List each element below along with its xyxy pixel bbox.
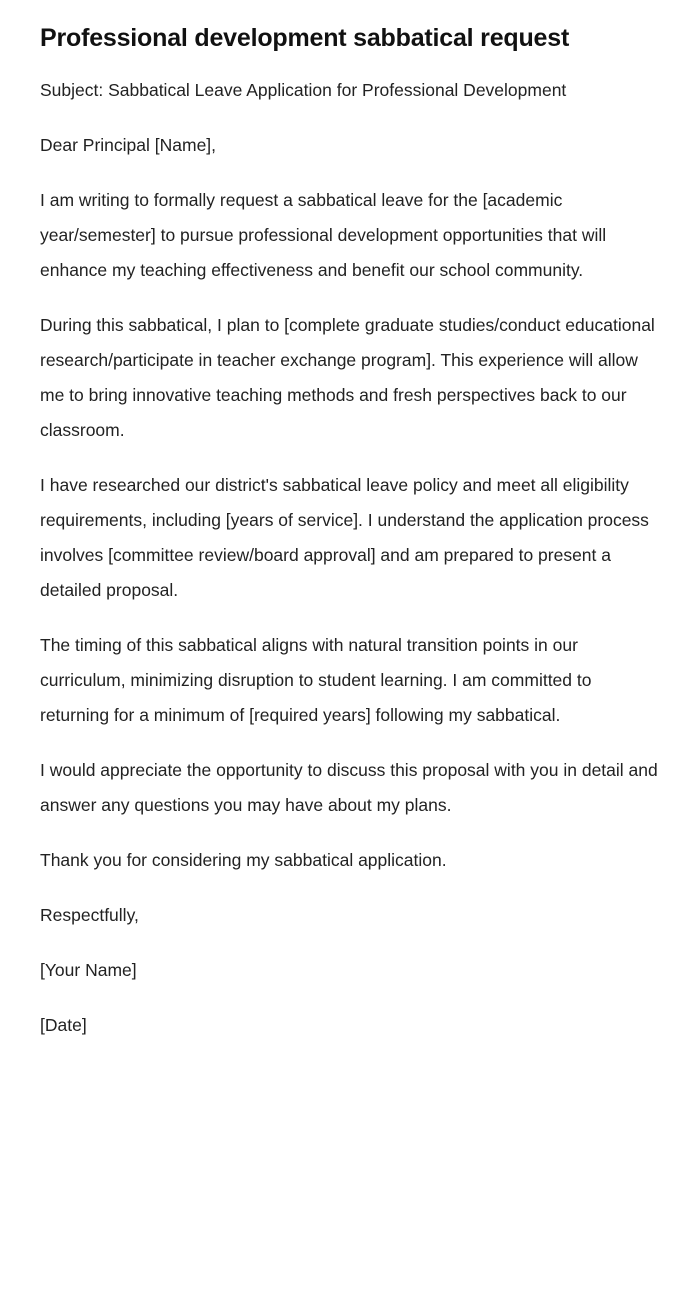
paragraph-discussion: I would appreciate the opportunity to discuss this proposal with you in detail and answer any questions you may have about my plans. xyxy=(40,759,658,815)
paragraph-policy: I have researched our district's sabbatical leave policy and meet all eligibility requirements, including [years of service]. I understand the application process involves [committee review/board approval] and am prepared to present a detailed proposal. xyxy=(40,474,649,600)
page-title: Professional development sabbatical request xyxy=(40,24,570,52)
paragraph-plan: During this sabbatical, I plan to [complete graduate studies/conduct educational research/participate in teacher exchange program]. This experience will allow me to bring innovative teaching methods and fresh perspectives back to our classroom. xyxy=(40,314,655,440)
paragraph-request: I am writing to formally request a sabbatical leave for the [academic year/semester] to pursue professional development opportunities that will enhance my teaching effectiveness and benefit our school community. xyxy=(40,189,607,280)
paragraph-timing: The timing of this sabbatical aligns with natural transition points in our curriculum, minimizing disruption to student learning. I am committed to returning for a minimum of [required years] following my sabbatical. xyxy=(40,634,592,725)
paragraph-signature-name: [Your Name] xyxy=(40,959,137,980)
paragraph-subject: Subject: Sabbatical Leave Application for Professional Development xyxy=(40,79,567,100)
paragraph-closing: Respectfully, xyxy=(40,904,139,925)
paragraph-signature-date: [Date] xyxy=(40,1014,87,1035)
paragraph-thanks: Thank you for considering my sabbatical application. xyxy=(40,849,447,870)
paragraph-salutation: Dear Principal [Name], xyxy=(40,134,217,155)
